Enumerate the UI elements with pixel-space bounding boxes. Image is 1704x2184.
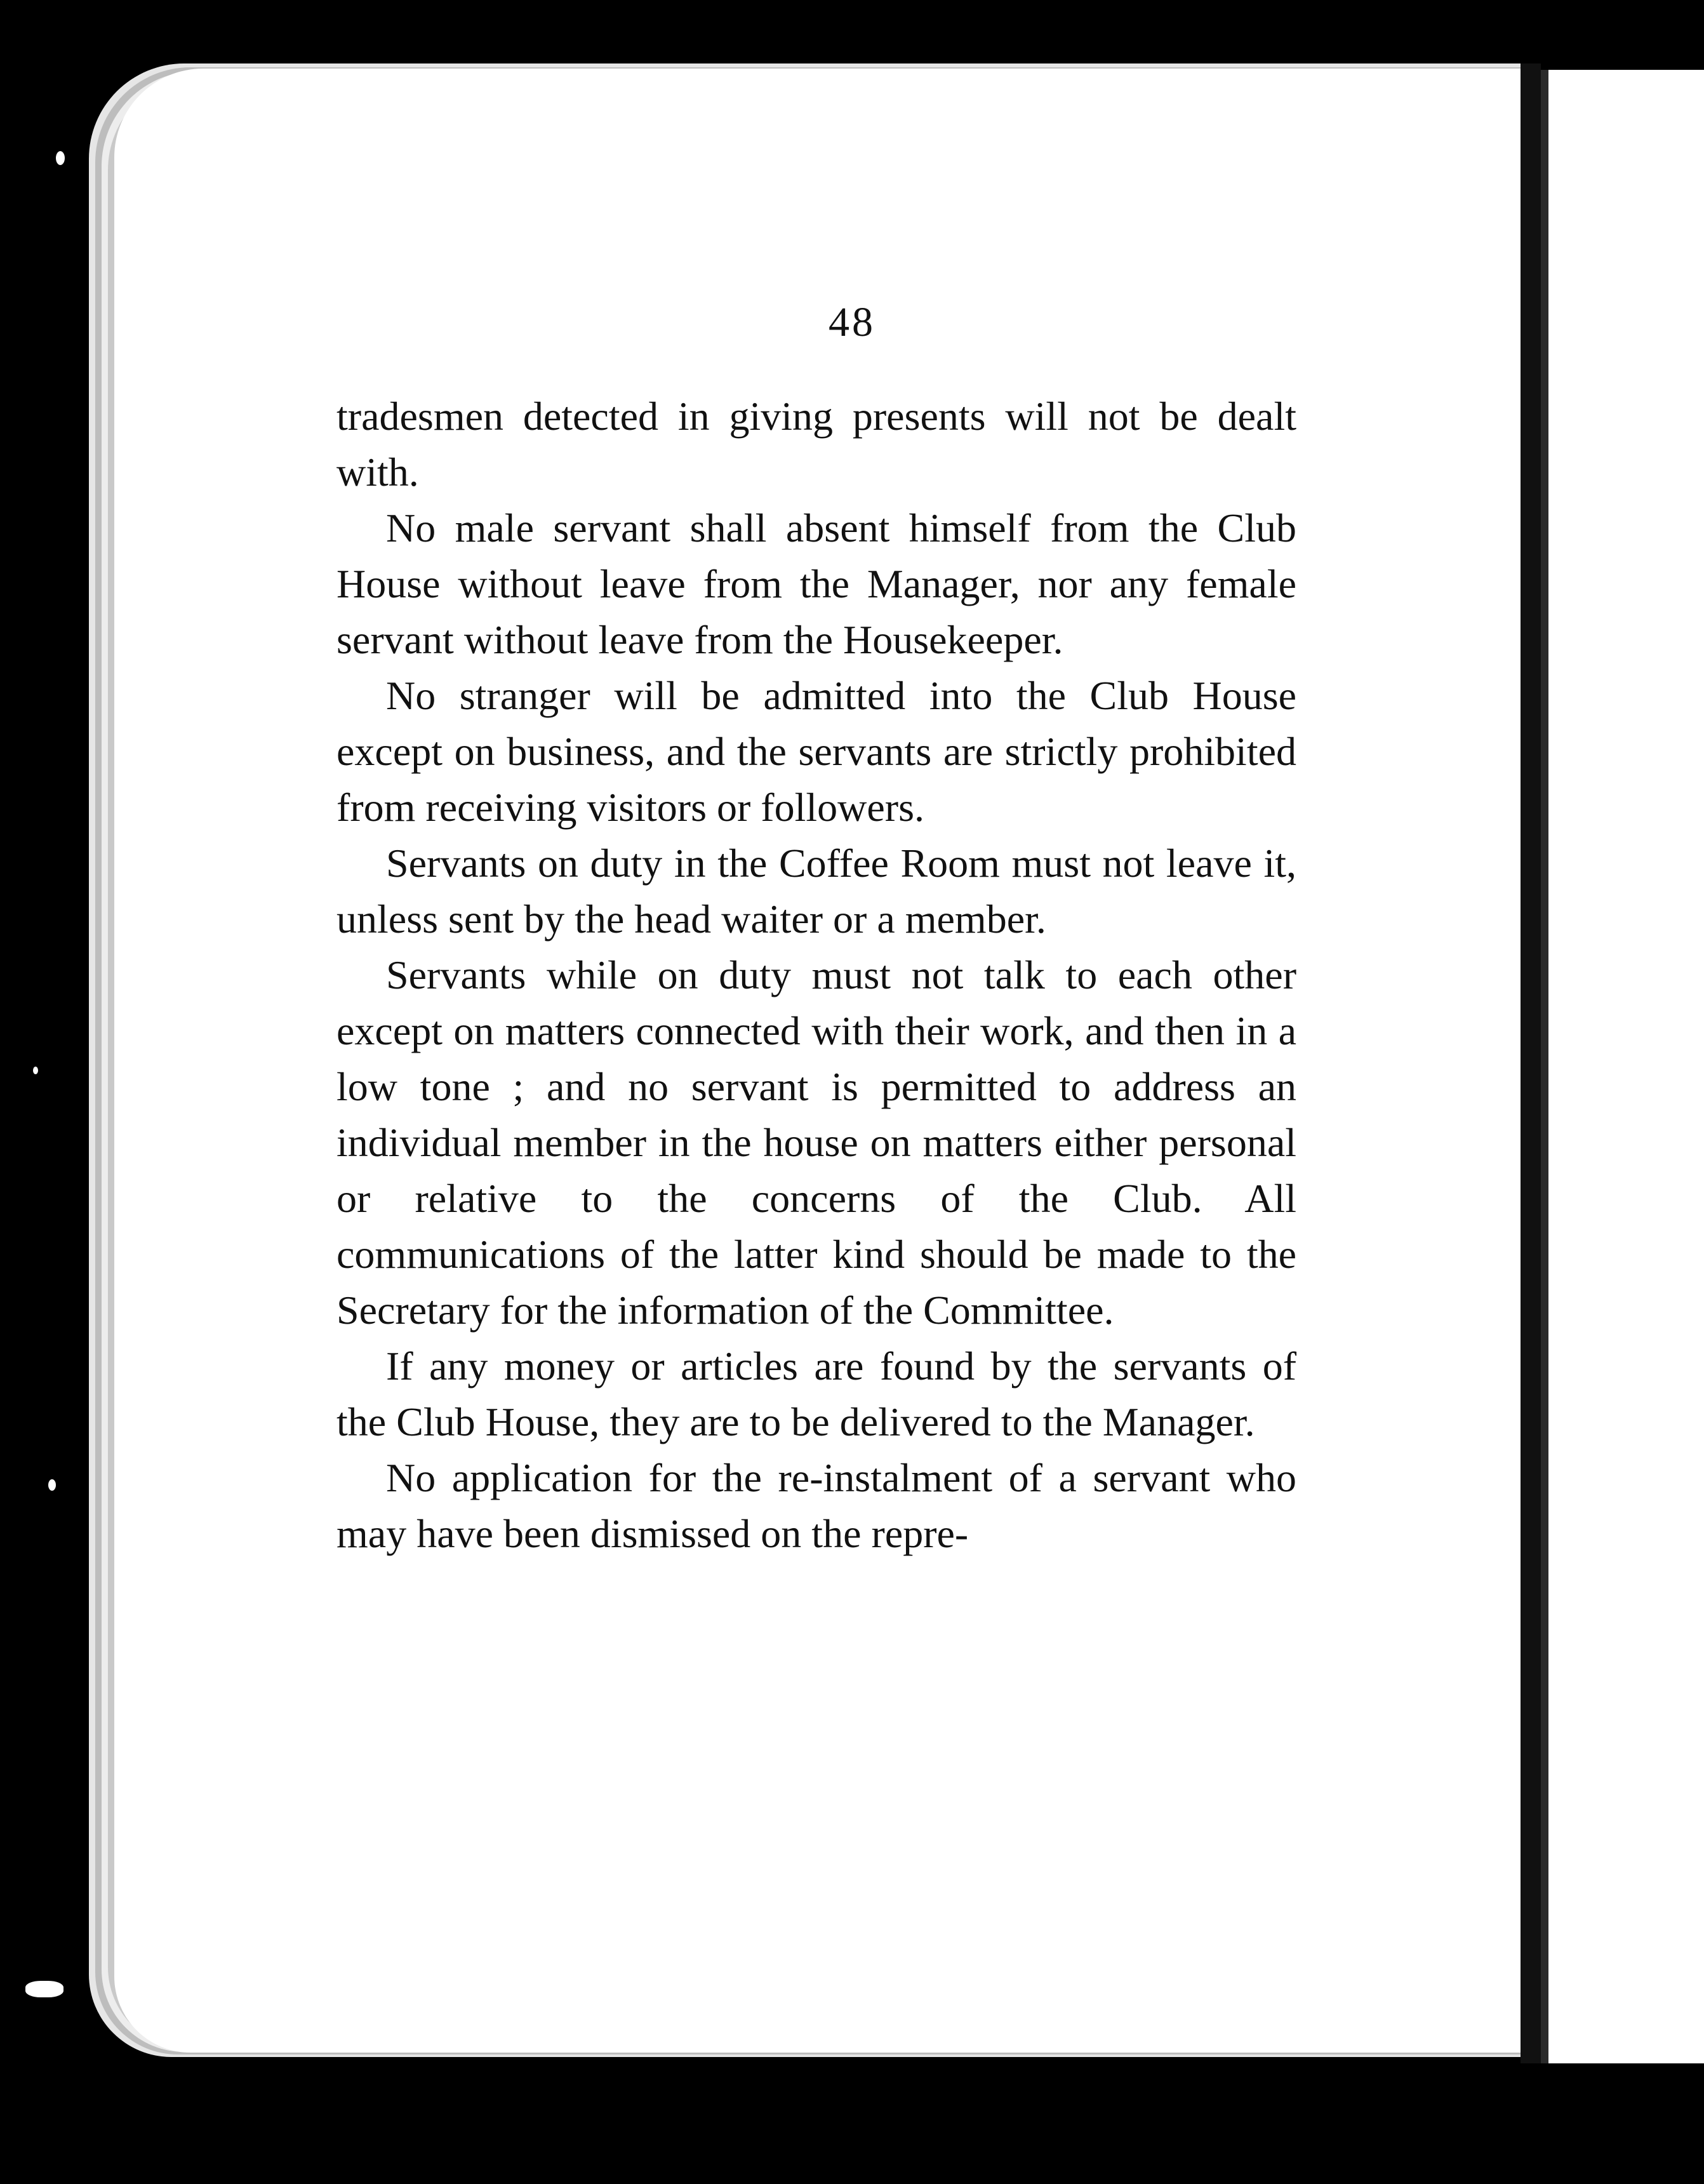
- page-number: 48: [829, 299, 875, 345]
- book-gutter: [1521, 63, 1541, 2063]
- scan-speck: [25, 1981, 63, 1997]
- paragraph-coffee-room: Servants on duty in the Coffee Room must not leave it, unless sent by the head waiter or a member.: [336, 841, 1296, 942]
- paragraph-strangers: No stranger will be admitted into the Club House except on business, and the servants are strictly prohibited from receiving visitors or followers.: [336, 673, 1296, 830]
- facing-page-shadow: [1541, 70, 1548, 2063]
- body-text: [336, 389, 1296, 1562]
- paragraph-found-articles: If any money or articles are found by the servants of the Club House, they are to be delivered to the Manager.: [336, 1343, 1296, 1444]
- paragraph-servant-leave: No male servant shall absent himself from the Club House without leave from the Manager, nor any female servant without leave from the Housekeeper.: [336, 505, 1296, 662]
- paragraph-continuation: tradesmen detected in giving presents will not be dealt with.: [336, 394, 1296, 495]
- paragraph-reinstatement: No application for the re-instalment of a servant who may have been dismissed on the repre-: [336, 1455, 1296, 1556]
- paragraph-conduct: Servants while on duty must not talk to each other except on matters connected with their work, and then in a low tone ; and no servant is permitted to address an individual member in the house on matters either personal or relative to the concerns of the Club. All communications of the latter kind should be made to the Secretary for the information of the Committee.: [336, 952, 1296, 1333]
- facing-page-edge: [1541, 70, 1704, 2063]
- scan-speck: [48, 1479, 56, 1491]
- scan-speck: [33, 1067, 38, 1074]
- scan-speck: [56, 151, 65, 165]
